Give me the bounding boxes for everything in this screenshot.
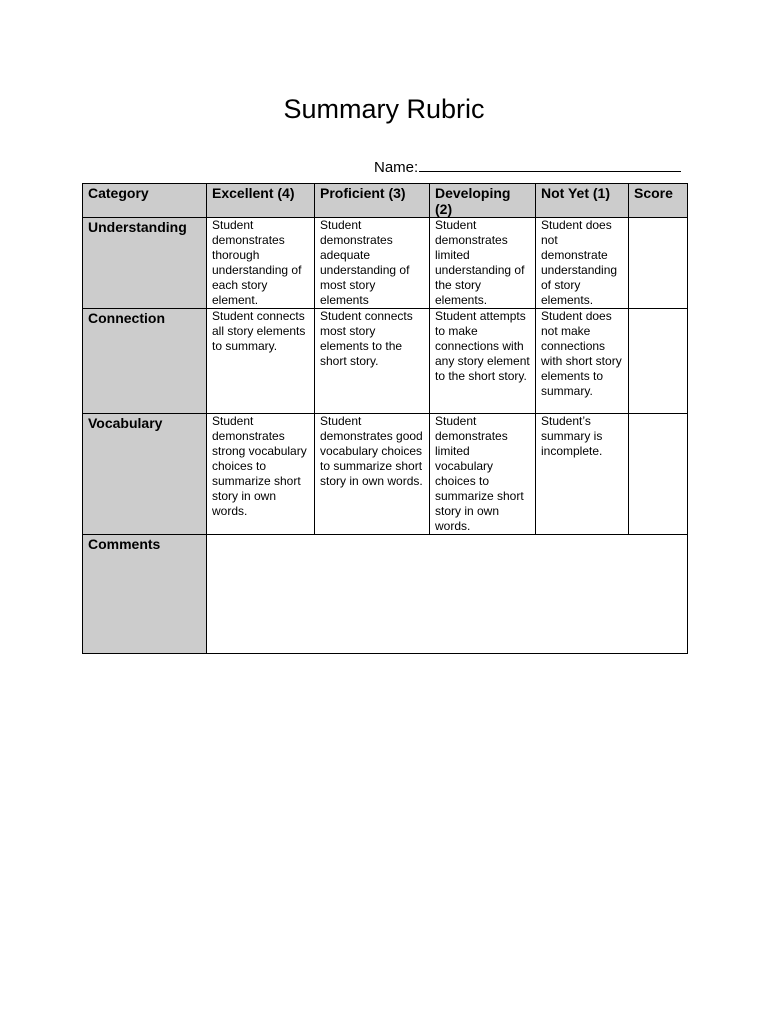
cell-developing: Student demonstrates limited understanding of the story elements. [430,218,536,309]
header-excellent: Excellent (4) [207,184,315,218]
table-row [83,414,688,535]
comments-row [83,535,688,654]
header-row [83,184,688,218]
header-category: Category [83,184,207,218]
cell-developing: Student demonstrates limited vocabulary choices to summarize short story in own words. [430,414,536,535]
header-score: Score [629,184,688,218]
score-cell[interactable] [629,218,688,309]
name-label: Name: [374,159,419,176]
cell-not-yet: Student’s summary is incomplete. [536,414,629,535]
category-vocabulary: Vocabulary [83,414,207,535]
cell-proficient: Student demonstrates good vocabulary choices to summarize short story in own words. [315,414,430,535]
table-row [83,218,688,309]
name-underline [419,157,681,172]
score-cell[interactable] [629,414,688,535]
comments-label: Comments [83,535,207,654]
page-title: Summary Rubric [283,94,485,124]
rubric-table [82,183,688,654]
score-cell[interactable] [629,309,688,414]
cell-excellent: Student demonstrates strong vocabulary choices to summarize short story in own words. [207,414,315,535]
cell-not-yet: Student does not demonstrate understanding of story elements. [536,218,629,309]
header-developing: Developing (2) [430,184,536,218]
cell-excellent: Student connects all story elements to summary. [207,309,315,414]
cell-proficient: Student demonstrates adequate understanding of most story elements [315,218,430,309]
name-field[interactable] [374,157,681,178]
table-row [83,309,688,414]
cell-not-yet: Student does not make connections with short story elements to summary. [536,309,629,414]
category-understanding: Understanding [83,218,207,309]
cell-proficient: Student connects most story elements to the short story. [315,309,430,414]
header-not-yet: Not Yet (1) [536,184,629,218]
comments-area[interactable] [207,535,688,654]
header-proficient: Proficient (3) [315,184,430,218]
category-connection: Connection [83,309,207,414]
cell-developing: Student attempts to make connections with any story element to the short story. [430,309,536,414]
cell-excellent: Student demonstrates thorough understanding of each story element. [207,218,315,309]
